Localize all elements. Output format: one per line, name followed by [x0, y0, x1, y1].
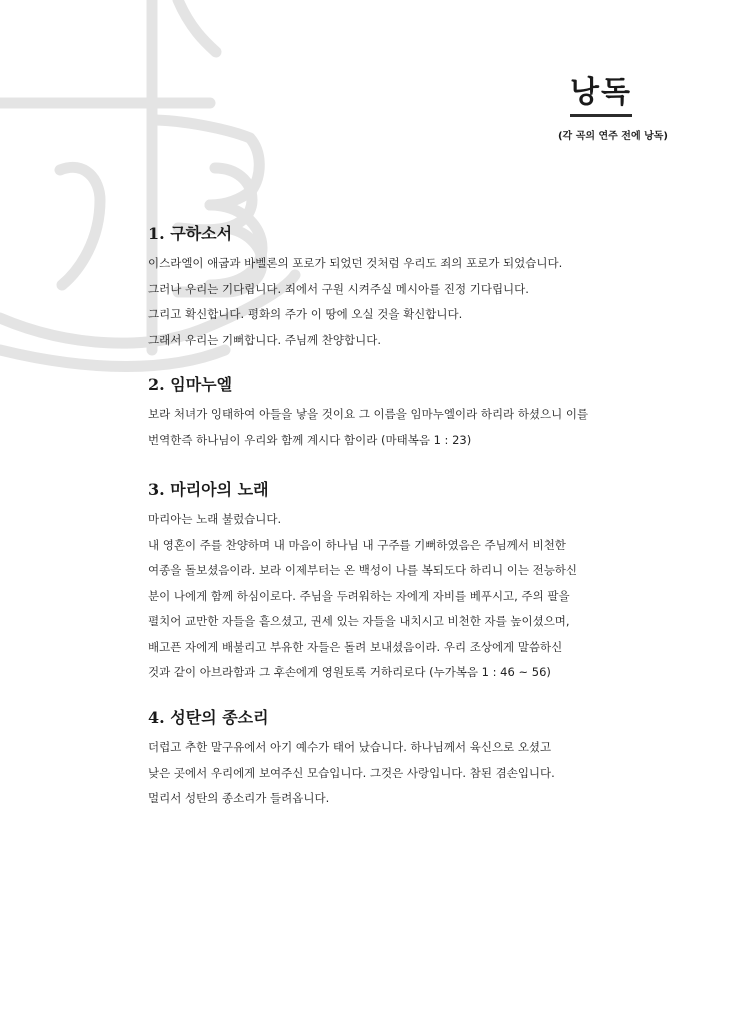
body-line: 여종을 돌보셨음이라. 보라 이제부터는 온 백성이 나를 복되도다 하리니 이는 전능하신: [148, 563, 578, 577]
section-heading: 1. 구하소서: [148, 224, 233, 243]
body-line: 더럽고 추한 말구유에서 아기 예수가 태어 났습니다. 하나님께서 육신으로 오셨고: [148, 740, 552, 754]
body-line: 그리고 확신합니다. 평화의 주가 이 땅에 오실 것을 확신합니다.: [148, 307, 463, 321]
section-1: [148, 223, 648, 353]
section-2: [148, 374, 648, 453]
section-heading: 3. 마리아의 노래: [148, 480, 269, 499]
body-line: 내 영혼이 주를 찬양하며 내 마음이 하나님 내 구주를 기뻐하였음은 주님께서 비천한: [148, 537, 566, 552]
body-line: 펼치어 교만한 자들을 흩으셨고, 권세 있는 자들을 내치시고 비천한 자를 높이셨으며,: [148, 614, 570, 628]
body-line: 보라 처녀가 잉태하여 아들을 낳을 것이요 그 이름을 임마누엘이라 하리라 하셨으니 이를: [148, 407, 589, 421]
body-line: 마리아는 노래 불렀습니다.: [148, 512, 282, 526]
section-3: [148, 479, 648, 686]
body-line: 멀리서 성탄의 종소리가 들려옵니다.: [148, 791, 330, 805]
body-line: 것과 같이 아브라함과 그 후손에게 영원토록 거하리로다 (누가복음 1 : 46 ~ 56): [148, 665, 551, 679]
title-underline: [570, 114, 632, 117]
body-line: 낮은 곳에서 우리에게 보여주신 모습입니다. 그것은 사랑입니다. 참된 겸손입니다.: [148, 765, 555, 780]
page-title: 낭독: [570, 75, 632, 110]
body-line: 배고픈 자에게 배불리고 부유한 자들은 돌려 보내셨음이라. 우리 조상에게 말씀하신: [148, 639, 563, 654]
page-subtitle: (각 곡의 연주 전에 낭독): [557, 131, 668, 142]
body-line: 분이 나에게 함께 하심이로다. 주님을 두려워하는 자에게 자비를 베푸시고, 주의 팔을: [148, 588, 570, 603]
body-line: 그래서 우리는 기뻐합니다. 주님께 찬양합니다.: [148, 332, 382, 347]
section-heading: 2. 임마누엘: [148, 375, 233, 394]
section-4: [148, 707, 648, 812]
body-line: 이스라엘이 애굽과 바벨론의 포로가 되었던 것처럼 우리도 죄의 포로가 되었습니다.: [148, 256, 563, 270]
section-heading: 4. 성탄의 종소리: [148, 708, 269, 727]
body-line: 그러나 우리는 기다립니다. 죄에서 구원 시켜주실 메시아를 진정 기다립니다.: [148, 281, 529, 296]
body-line: 번역한즉 하나님이 우리와 함께 계시다 함이라 (마태복음 1 : 23): [148, 432, 472, 447]
title-block: [570, 74, 632, 117]
